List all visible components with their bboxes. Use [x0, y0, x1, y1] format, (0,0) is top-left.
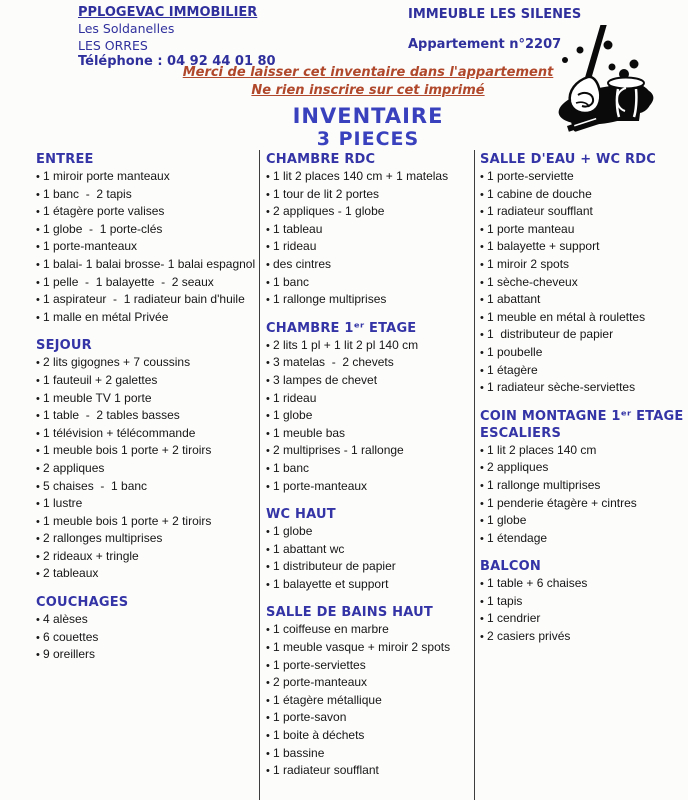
item-text: 1 lustre	[43, 496, 83, 511]
inventory-item	[266, 745, 469, 763]
inventory-item	[36, 256, 254, 274]
inventory-item	[266, 541, 469, 559]
bullet-icon: •	[480, 188, 484, 201]
item-text: 1 balayette et support	[273, 576, 389, 591]
item-text: 1 lit 2 places 140 cm + 1 matelas	[273, 169, 449, 183]
item-text: 2 lits 1 pl + 1 lit 2 pl 140 cm	[273, 337, 419, 352]
item-text: 1 globe	[273, 524, 313, 539]
inventory-item	[266, 186, 469, 204]
inventory-item	[480, 628, 684, 646]
bullet-icon: •	[266, 241, 270, 254]
bullet-icon: •	[36, 462, 40, 475]
bullet-icon: •	[266, 543, 270, 556]
inventory-item	[480, 274, 684, 292]
inventory-item	[36, 513, 254, 531]
item-text: 2 lits gigognes + 7 coussins	[43, 355, 191, 370]
bullet-icon: •	[36, 568, 40, 581]
inventory-item	[36, 478, 254, 496]
inventory-item	[36, 274, 254, 292]
inventory-item	[266, 168, 469, 186]
inventory-item	[266, 390, 469, 408]
inventory-item	[36, 442, 254, 460]
inventory-item	[266, 576, 469, 594]
inventory-item	[480, 362, 684, 380]
title-zone	[48, 64, 688, 150]
inventory-item	[480, 168, 684, 186]
item-text: 1 étagère porte valises	[43, 204, 165, 219]
item-text: 1 balai- 1 balai brosse- 1 balai espagnol	[43, 256, 256, 271]
inventory-item	[36, 309, 254, 327]
bullet-icon: •	[266, 206, 270, 219]
inventory-item	[36, 425, 254, 443]
inventory-section	[266, 151, 469, 309]
item-text: 1 aspirateur - 1 radiateur bain d'huile	[43, 292, 245, 307]
inventory-section	[480, 558, 684, 645]
bullet-icon: •	[480, 515, 484, 528]
item-text: 2 appliques - 1 globe	[273, 204, 385, 219]
inventory-item	[266, 221, 469, 239]
inventory-item	[36, 530, 254, 548]
item-text: 1 tour de lit 2 portes	[273, 186, 380, 201]
item-text: 1 porte-manteaux	[43, 239, 138, 254]
bullet-icon: •	[480, 258, 484, 271]
inventory-item	[480, 256, 684, 274]
item-text: 1 meuble en métal à roulettes	[487, 309, 646, 324]
item-text: 1 table - 2 tables basses	[43, 408, 180, 423]
inventory-item	[480, 512, 684, 530]
bullet-icon: •	[36, 206, 40, 219]
item-text: 2 appliques	[487, 460, 549, 475]
item-text: 1 miroir 2 spots	[487, 256, 570, 271]
item-text: 2 rallonges multiprises	[43, 531, 163, 546]
bullet-icon: •	[266, 712, 270, 725]
inventory-section	[266, 320, 469, 495]
inventory-item	[266, 460, 469, 478]
inventory-item	[266, 639, 469, 657]
inventory-section	[36, 337, 254, 583]
inventory-item	[36, 238, 254, 256]
inventory-item	[36, 565, 254, 583]
section-heading: SEJOUR	[36, 338, 92, 354]
bullet-icon: •	[480, 223, 484, 236]
item-text: 1 fauteuil + 2 galettes	[43, 372, 158, 387]
inventory-item	[266, 442, 469, 460]
item-text: 1 porte-savon	[273, 710, 347, 725]
item-text: 3 lampes de chevet	[273, 372, 378, 387]
item-text: 2 porte-manteaux	[273, 675, 368, 690]
item-text: 1 banc	[273, 274, 310, 289]
bullet-icon: •	[266, 578, 270, 591]
section-heading: SALLE DE BAINS HAUT	[266, 605, 433, 621]
bullet-icon: •	[480, 329, 484, 342]
inventory-item	[480, 442, 684, 460]
bullet-icon: •	[36, 357, 40, 370]
bullet-icon: •	[480, 364, 484, 377]
inventory-item	[480, 530, 684, 548]
item-text: 1 banc	[273, 460, 310, 475]
item-text: 1 coiffeuse en marbre	[273, 622, 389, 637]
bullet-icon: •	[266, 747, 270, 760]
inventory-section	[480, 408, 684, 548]
inventory-item	[266, 657, 469, 675]
inventory-item	[266, 692, 469, 710]
agency-line2: Les Soldanelles	[78, 21, 175, 37]
bullet-icon: •	[36, 427, 40, 440]
bullet-icon: •	[36, 445, 40, 458]
bullet-icon: •	[266, 462, 270, 475]
item-text: des cintres	[273, 256, 332, 271]
bullet-icon: •	[266, 694, 270, 707]
bullet-icon: •	[266, 374, 270, 387]
bullet-icon: •	[36, 480, 40, 493]
bullet-icon: •	[266, 357, 270, 370]
item-text: 1 porte manteau	[487, 221, 575, 236]
inventory-item	[480, 593, 684, 611]
inventory-item	[480, 495, 684, 513]
item-text: 1 meuble bas	[273, 425, 346, 440]
section-heading: SALLE D'EAU + WC RDC	[480, 152, 656, 167]
inventory-item	[36, 168, 254, 186]
item-text: 1 meuble TV 1 porte	[43, 390, 152, 405]
section-heading: CHAMBRE RDC	[266, 152, 376, 167]
inventory-item	[36, 460, 254, 478]
item-text: 1 distributeur de papier	[487, 327, 614, 342]
bullet-icon: •	[480, 311, 484, 324]
bullet-icon: •	[266, 765, 270, 778]
inventory-item	[266, 256, 469, 274]
section-heading: ESCALIERS	[480, 425, 562, 441]
apartment-number: Appartement n°2207	[408, 37, 562, 52]
item-text: 1 rideau	[273, 390, 317, 405]
bullet-icon: •	[36, 276, 40, 289]
item-text: 1 banc - 2 tapis	[43, 186, 132, 201]
item-text: 1 malle en métal Privée	[43, 309, 169, 324]
inventory-item	[36, 495, 254, 513]
building-name: IMMEUBLE LES SILENES	[408, 7, 582, 22]
inventory-item	[266, 407, 469, 425]
bullet-icon: •	[266, 339, 270, 352]
notice-line-1: Merci de laisser cet inventaire dans l'appartement	[182, 65, 554, 80]
section-heading: COUCHAGES	[36, 595, 129, 611]
inventory-item	[36, 646, 254, 664]
bullet-icon: •	[36, 374, 40, 387]
bullet-icon: •	[480, 497, 484, 510]
bullet-icon: •	[36, 410, 40, 423]
inventory-item	[36, 407, 254, 425]
item-text: 1 porte-manteaux	[273, 478, 368, 493]
inventory-item	[480, 326, 684, 344]
section-heading: COIN MONTAGNE 1ᵉʳ ETAGE	[480, 408, 684, 424]
section-heading: BALCON	[480, 559, 541, 575]
bullet-icon: •	[266, 427, 270, 440]
section-heading: CHAMBRE 1ᵉʳ ETAGE	[266, 320, 417, 336]
inventory-item	[480, 379, 684, 397]
inventory-item	[266, 709, 469, 727]
item-text: 1 table + 6 chaises	[487, 576, 588, 591]
item-text: 1 lit 2 places 140 cm	[487, 442, 597, 457]
inventory-column-middle	[266, 151, 469, 791]
bullet-icon: •	[36, 498, 40, 511]
agency-line3: LES ORRES	[78, 37, 148, 53]
inventory-section	[36, 151, 254, 326]
bullet-icon: •	[36, 392, 40, 405]
inventory-item	[480, 309, 684, 327]
inventory-item	[266, 523, 469, 541]
inventory-item	[480, 186, 684, 204]
item-text: 1 globe - 1 porte-clés	[43, 221, 163, 236]
bullet-icon: •	[266, 561, 270, 574]
item-text: 1 miroir porte manteaux	[43, 169, 170, 183]
inventory-item	[266, 762, 469, 780]
inventory-item	[36, 390, 254, 408]
item-text: 1 rideau	[273, 239, 317, 254]
item-text: 1 radiateur soufflant	[487, 204, 593, 219]
bullet-icon: •	[266, 730, 270, 743]
item-text: 9 oreillers	[43, 647, 96, 662]
inventory-item	[480, 221, 684, 239]
document-subtitle: 3 PIECES	[316, 128, 420, 150]
bullet-icon: •	[36, 223, 40, 236]
item-text: 5 chaises - 1 banc	[43, 478, 148, 493]
item-text: 1 télévision + télécommande	[43, 425, 196, 440]
inventory-item	[266, 478, 469, 496]
inventory-item	[266, 558, 469, 576]
item-text: 1 étagère	[487, 362, 538, 377]
agency-block	[78, 5, 276, 70]
inventory-item	[36, 221, 254, 239]
bullet-icon: •	[36, 188, 40, 201]
inventory-item	[266, 203, 469, 221]
bullet-icon: •	[266, 480, 270, 493]
bullet-icon: •	[266, 445, 270, 458]
item-text: 1 meuble vasque + miroir 2 spots	[273, 640, 451, 655]
inventory-item	[36, 548, 254, 566]
bullet-icon: •	[480, 444, 484, 457]
section-heading: ENTREE	[36, 152, 94, 167]
bullet-icon: •	[36, 614, 40, 627]
item-text: 1 penderie étagère + cintres	[487, 495, 637, 510]
inventory-item	[36, 372, 254, 390]
bullet-icon: •	[36, 533, 40, 546]
item-text: 2 casiers privés	[487, 629, 571, 644]
item-text: 1 abattant wc	[273, 541, 345, 556]
item-text: 1 rallonge multiprises	[487, 477, 601, 492]
inventory-item	[266, 238, 469, 256]
item-text: 1 boite à déchets	[273, 728, 365, 743]
bullet-icon: •	[480, 532, 484, 545]
item-text: 1 distributeur de papier	[273, 559, 396, 574]
item-text: 1 cendrier	[487, 611, 541, 626]
inventory-item	[36, 629, 254, 647]
bullet-icon: •	[266, 659, 270, 672]
item-text: 1 tapis	[487, 593, 523, 608]
item-text: 1 pelle - 1 balayette - 2 seaux	[43, 274, 214, 289]
inventory-item	[480, 575, 684, 593]
bullet-icon: •	[36, 294, 40, 307]
item-text: 1 poubelle	[487, 344, 543, 359]
bullet-icon: •	[480, 479, 484, 492]
inventory-item	[266, 354, 469, 372]
item-text: 1 étagère métallique	[273, 692, 382, 707]
item-text: 1 radiateur sèche-serviettes	[487, 380, 636, 395]
bullet-icon: •	[36, 241, 40, 254]
inventory-section	[480, 151, 684, 397]
inventory-column-left	[36, 151, 254, 675]
inventory-item	[36, 611, 254, 629]
item-text: 1 meuble bois 1 porte + 2 tiroirs	[43, 513, 212, 528]
inventory-column-right	[480, 151, 684, 657]
bullet-icon: •	[36, 631, 40, 644]
agency-name: PPLOGEVAC IMMOBILIER	[78, 5, 258, 20]
bullet-icon: •	[480, 206, 484, 219]
item-text: 1 cabine de douche	[487, 186, 592, 201]
bullet-icon: •	[480, 462, 484, 475]
item-text: 2 appliques	[43, 460, 105, 475]
bullet-icon: •	[480, 276, 484, 289]
bullet-icon: •	[480, 613, 484, 626]
bullet-icon: •	[480, 241, 484, 254]
inventory-item	[480, 203, 684, 221]
inventory-item	[480, 610, 684, 628]
item-text: 1 porte-serviette	[487, 169, 574, 183]
bullet-icon: •	[266, 276, 270, 289]
notice-line-2: Ne rien inscrire sur cet imprimé	[251, 83, 485, 98]
inventory-section	[266, 604, 469, 779]
column-divider	[474, 150, 475, 800]
inventory-item	[266, 337, 469, 355]
inventory-item	[480, 459, 684, 477]
agency-phone: Téléphone : 04 92 44 01 80	[78, 53, 276, 69]
item-text: 1 abattant	[487, 292, 541, 307]
item-text: 2 multiprises - 1 rallonge	[273, 443, 404, 458]
bullet-icon: •	[266, 258, 270, 271]
item-text: 1 globe	[273, 408, 313, 423]
inventory-item	[480, 344, 684, 362]
item-text: 4 alèses	[43, 612, 88, 627]
bullet-icon: •	[266, 410, 270, 423]
item-text: 1 balayette + support	[487, 239, 600, 254]
section-heading: WC HAUT	[266, 507, 336, 523]
inventory-item	[266, 727, 469, 745]
item-text: 1 porte-serviettes	[273, 657, 366, 672]
document-title: INVENTAIRE	[292, 104, 444, 128]
bullet-icon: •	[480, 595, 484, 608]
item-text: 3 matelas - 2 chevets	[273, 355, 394, 370]
inventory-item	[266, 425, 469, 443]
inventory-section	[266, 506, 469, 593]
inventory-item	[266, 274, 469, 292]
item-text: 1 sèche-cheveux	[487, 274, 578, 289]
inventory-item	[480, 477, 684, 495]
item-text: 1 globe	[487, 513, 527, 528]
item-text: 1 tableau	[273, 221, 323, 236]
item-text: 1 radiateur soufflant	[273, 763, 379, 778]
bullet-icon: •	[266, 624, 270, 637]
bullet-icon: •	[480, 171, 484, 183]
item-text: 6 couettes	[43, 629, 99, 644]
bullet-icon: •	[266, 188, 270, 201]
inventory-item	[266, 621, 469, 639]
bullet-icon: •	[36, 311, 40, 324]
bullet-icon: •	[266, 392, 270, 405]
bullet-icon: •	[480, 346, 484, 359]
bullet-icon: •	[266, 526, 270, 539]
bullet-icon: •	[480, 578, 484, 591]
bullet-icon: •	[36, 171, 40, 183]
item-text: 2 rideaux + tringle	[43, 548, 139, 563]
inventory-item	[36, 203, 254, 221]
bullet-icon: •	[36, 258, 40, 271]
item-text: 1 meuble bois 1 porte + 2 tiroirs	[43, 443, 212, 458]
bullet-icon: •	[266, 171, 270, 183]
inventory-item	[266, 674, 469, 692]
item-text: 1 bassine	[273, 745, 325, 760]
bullet-icon: •	[36, 550, 40, 563]
inventory-section	[36, 594, 254, 664]
inventory-item	[480, 291, 684, 309]
bullet-icon: •	[266, 223, 270, 236]
item-text: 2 tableaux	[43, 566, 99, 581]
bullet-icon: •	[480, 631, 484, 644]
column-divider	[259, 150, 260, 800]
inventory-item	[480, 238, 684, 256]
inventory-item	[266, 372, 469, 390]
bullet-icon: •	[36, 649, 40, 662]
bullet-icon: •	[266, 642, 270, 655]
item-text: 1 étendage	[487, 530, 548, 545]
bullet-icon: •	[480, 382, 484, 395]
bullet-icon: •	[266, 677, 270, 690]
inventory-item	[36, 291, 254, 309]
inventory-item	[266, 291, 469, 309]
inventory-item	[36, 354, 254, 372]
bullet-icon: •	[480, 294, 484, 307]
item-text: 1 rallonge multiprises	[273, 292, 387, 307]
inventory-item	[36, 186, 254, 204]
bullet-icon: •	[266, 294, 270, 307]
bullet-icon: •	[36, 515, 40, 528]
